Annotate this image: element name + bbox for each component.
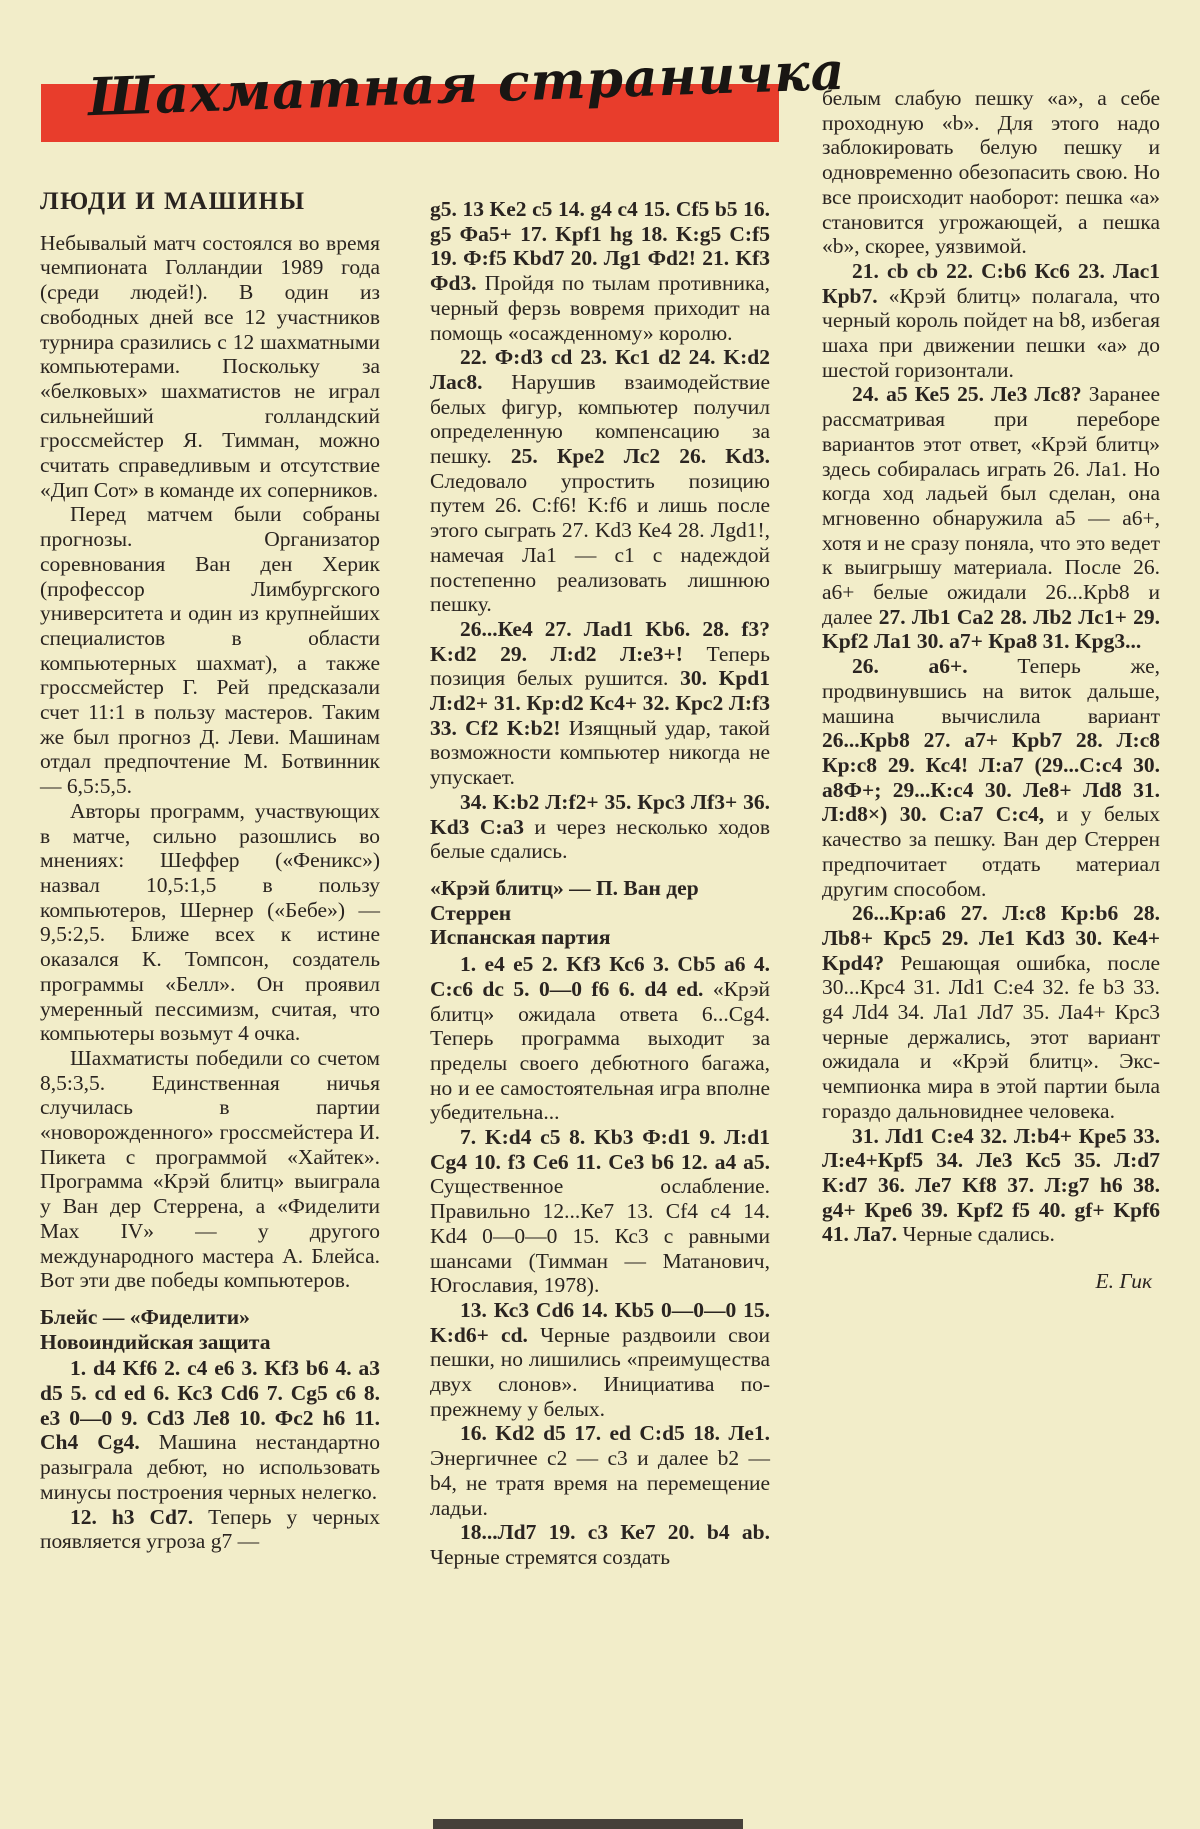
banner-title: Шахматная страничка bbox=[87, 40, 847, 129]
commentary-text: Машина нестандартно разыграла дебют, но использовать минусы построения черных нелегко. bbox=[40, 1430, 381, 1504]
paragraph bbox=[430, 617, 770, 790]
chess-moves: 12. h3 Cd7. bbox=[70, 1504, 194, 1529]
chess-moves: 25. Кре2 Лс2 26. Kd3. bbox=[510, 444, 771, 469]
chess-moves: 21. cb cb 22. С:b6 Кс6 23. Лас1 Крb7. bbox=[822, 258, 1160, 308]
commentary-text: Изящный удар, такой возможности компьютер никогда не упускает. bbox=[430, 715, 771, 790]
commentary-text: Теперь у черных появляется угроза g7 — bbox=[40, 1504, 380, 1554]
commentary-text: Черные сдались. bbox=[897, 1222, 1055, 1247]
paragraph bbox=[822, 1124, 1160, 1248]
chess-moves: 24. а5 Ке5 25. Ле3 Лс8? bbox=[852, 382, 1082, 407]
paragraph bbox=[430, 1298, 770, 1422]
commentary-text: и у белых качество за пешку. Ван дер Стеррен предпочитает отдать материал другим способом. bbox=[822, 802, 1160, 901]
paragraph bbox=[40, 1356, 380, 1504]
chess-moves: 34. K:b2 Л:f2+ 35. Крс3 Лf3+ 36. Kd3 С:а3 bbox=[430, 789, 770, 839]
paragraph bbox=[40, 1505, 380, 1554]
paragraph bbox=[822, 654, 1160, 901]
commentary-text: Черные стремятся создать bbox=[430, 1544, 671, 1569]
commentary-text: и через несколько ходов белые сдались. bbox=[430, 814, 770, 864]
chess-moves: g5. 13 Ke2 c5 14. g4 c4 15. Cf5 b5 16. g5 Фа5+ 17. Kpf1 hg 18. K:g5 C:f5 19. Ф:f5 Kbd7 20. Лg1 Фd2! 21. Kf3 Фd3. bbox=[430, 197, 770, 296]
paragraph bbox=[430, 1125, 770, 1298]
commentary-text: Черные раздвоили свои пешки, но лишились «преимущества двух слонов». Инициатива по-прежнему у белых. bbox=[430, 1322, 770, 1421]
commentary-text: Перед матчем были собраны прогнозы. Организатор соревнования Ван ден Херик (профессор Лимбургского университета и один из крупнейших специалистов в области компьютерных шахмат), а также гроссмейстер Г. Рей предсказали счет 11:1 в пользу мастеров. Таким же был прогноз Д. Леви. Машинам отдал предпочтение М. Ботвинник — 6,5:5,5. bbox=[40, 502, 380, 799]
paragraph bbox=[430, 197, 770, 345]
paragraph bbox=[822, 901, 1160, 1123]
commentary-text: Авторы программ, участвующих в матче, сильно разошлись во мнениях: Шеффер («Феникс») назвал 10,5:1,5 в пользу компьютеров, Шернер («Бебе») — 9,5:2,5. Ближе всех к истине оказался К. Томпсон, создатель программы «Белл». Он проявил умеренный пессимизм, считая, что компьютеры возьмут 4 очка. bbox=[40, 798, 380, 1046]
commentary-text: Заранее рассматривая при переборе вариантов этот ответ, «Крэй блитц» здесь собиралась играть 26. Ла1. Но когда ход ладьей был сделан, она мгновенно обнаружила а5 — а6+, хотя и не сразу поняла, что это ведет к выигрышу материала. После 26. а6+ белые ожидали 26...Крb8 и далее bbox=[822, 382, 1160, 629]
commentary-text: Шахматисты победили со счетом 8,5:3,5. Единственная ничья случилась в партии «новорожденного» гроссмейстера И. Пикета с программой «Хайтек». Программа «Крэй блитц» выиграла у Ван дер Стеррена, а «Фиделити Мах IV» — у другого международного мастера А. Блейса. Вот эти две победы компьютеров. bbox=[40, 1045, 380, 1293]
commentary-text: Энергичнее с2 — с3 и далее b2 — b4, не тратя время на перемещение ладьи. bbox=[430, 1446, 770, 1520]
chess-moves: 27. Лb1 Са2 28. Лb2 Лс1+ 29. Kpf2 Ла1 30. а7+ Кра8 31. Kpg3... bbox=[822, 604, 1160, 654]
commentary-text: «Крэй блитц» ожидала ответа 6...Cg4. Теперь программа выходит за пределы своего дебютного багажа, но и ее самостоятельная игра вполне убедительна... bbox=[430, 976, 770, 1125]
paragraph bbox=[822, 382, 1160, 654]
commentary-text: Теперь же, продвинувшись на виток дальше, машина вычислила вариант bbox=[822, 654, 1160, 728]
chess-moves: 7. K:d4 c5 8. Kb3 Ф:d1 9. Л:d1 Cg4 10. f3 Се6 11. Се3 b6 12. а4 а5. bbox=[430, 1125, 770, 1174]
chess-moves: 26...Крb8 27. а7+ Крb7 28. Л:с8 Кр:с8 29. Кс4! Л:а7 (29...С:с4 30. а8Ф+; 29...К:с4 30. Ле8+ Лd8 31. Л:d8×) 30. С:а7 С:с4, bbox=[822, 728, 1160, 827]
chess-moves: 26...Ке4 27. Лad1 Kb6. 28. f3? K:d2 29. Л:d2 Л:е3+! bbox=[430, 616, 770, 666]
chess-moves: 16. Kd2 d5 17. ed C:d5 18. Ле1. bbox=[460, 1421, 770, 1446]
chess-moves: 13. Кс3 Cd6 14. Kb5 0—0—0 15. K:d6+ cd. bbox=[430, 1297, 770, 1347]
paragraph bbox=[430, 1421, 770, 1520]
chess-moves: 26. а6+. bbox=[852, 654, 968, 679]
paragraph bbox=[40, 1046, 380, 1293]
paragraph bbox=[430, 790, 770, 864]
chess-moves: 1. е4 е5 2. Kf3 Кс6 3. Сb5 а6 4. С:с6 dc 5. 0—0 f6 6. d4 ed. bbox=[430, 952, 770, 1001]
author-signature: Е. Гик bbox=[1095, 1269, 1152, 1294]
chess-moves: 31. Лd1 С:е4 32. Л:b4+ Кре5 33. Л:е4+Крf5 34. Ле3 Кс5 35. Л:d7 К:d7 36. Ле7 Kf8 37. Л:g7 h6 38. g4+ Кре6 39. Kpf2 f5 40. gf+ Kpf6 41. Ла7. bbox=[822, 1123, 1160, 1247]
game-title: «Крэй блитц» — П. Ван дер Стеррен Испанская партия bbox=[430, 875, 699, 950]
commentary-text: Пройдя по тылам противника, черный ферзь вовремя приходит на помощь «осажденному» королю. bbox=[430, 271, 770, 345]
chess-moves: 22. Ф:d3 cd 23. Кс1 d2 24. K:d2 Лас8. bbox=[430, 345, 770, 394]
commentary-text: Небывалый матч состоялся во время чемпионата Голландии 1989 года (среди людей!). В один из свободных дней все 12 участников турнира сразились с 12 шахматными компьютерами. Поскольку за «белковых» шахматистов не играл сильнейший голландский гроссмейстер Я. Тимман, можно считать справедливым и отсутствие «Дип Сот» в команде их соперников. bbox=[40, 230, 380, 502]
paragraph bbox=[822, 259, 1160, 383]
paragraph bbox=[430, 345, 770, 617]
column-2 bbox=[430, 197, 770, 1570]
paragraph bbox=[40, 502, 380, 798]
commentary-text: «Крэй блитц» полагала, что черный король пойдет на b8, избегая шаха при движении пешки «а» до шестой горизонтали. bbox=[822, 283, 1160, 382]
commentary-text: Теперь позиция белых рушится. bbox=[430, 641, 770, 691]
page-bottom-edge bbox=[433, 1819, 743, 1829]
chess-moves: 30. Kpd1 Л:d2+ 31. Кр:d2 Кс4+ 32. Крс2 Л:f3 33. Cf2 K:b2! bbox=[430, 666, 771, 740]
column-3 bbox=[822, 86, 1160, 1294]
game-title: Блейс — «Фиделити» Новоиндийская защита bbox=[40, 1304, 271, 1354]
column-1 bbox=[40, 190, 380, 1554]
chess-moves: 1. d4 Kf6 2. c4 e6 3. Kf3 b6 4. a3 d5 5. cd ed 6. Кс3 Cd6 7. Cg5 c6 8. e3 0—0 9. Cd3 Ле8 10. Фс2 h6 11. Ch4 Cg4. bbox=[40, 1356, 380, 1455]
commentary-text: белым слабую пешку «а», а себе проходную «b». Для этого надо заблокировать белую пешку и одновременно обезопасить свою. Но все происходит наоборот: пешка «а» становится угрожающей, а пешка «b», скорее, уязвимой. bbox=[822, 86, 1160, 259]
paragraph bbox=[430, 1520, 770, 1569]
chess-moves: 18...Лd7 19. с3 Ке7 20. b4 ab. bbox=[460, 1520, 770, 1545]
commentary-text: Следовало упростить позицию путем 26. C:f6! K:f6 и лишь после этого сыграть 27. Kd3 Ке4 28. Лgd1!, намечая Ла1 — с1 с надеждой постепенно реализовать лишнюю пешку. bbox=[430, 468, 770, 617]
article-title: ЛЮДИ И МАШИНЫ bbox=[40, 188, 306, 215]
paragraph bbox=[822, 86, 1160, 259]
commentary-text: Существенное ослабление. Правильно 12...Ке7 13. Cf4 с4 14. Kd4 0—0—0 15. Кс3 с равными шансами (Тимман — Матанович, Югославия, 1978). bbox=[430, 1174, 770, 1298]
commentary-text: Решающая ошибка, после 30...Крс4 31. Лd1 С:е4 32. fe b3 33. g4 Лd4 34. Ла1 Лd7 35. Ла4+ Крс3 черные держались, этот вариант ожидала и «Крэй блитц». Экс-чемпионка мира в этой партии была гораздо дальновиднее человека. bbox=[822, 950, 1160, 1123]
paragraph bbox=[40, 799, 380, 1046]
paragraph bbox=[430, 952, 770, 1125]
chess-moves: 26...Кр:а6 27. Л:с8 Кр:b6 28. Лb8+ Крс5 29. Ле1 Kd3 30. Ке4+ Kpd4? bbox=[822, 901, 1160, 975]
commentary-text: Нарушив взаимодействие белых фигур, компьютер получил определенную компенсацию за пешку. bbox=[430, 369, 770, 469]
paragraph bbox=[40, 231, 380, 503]
